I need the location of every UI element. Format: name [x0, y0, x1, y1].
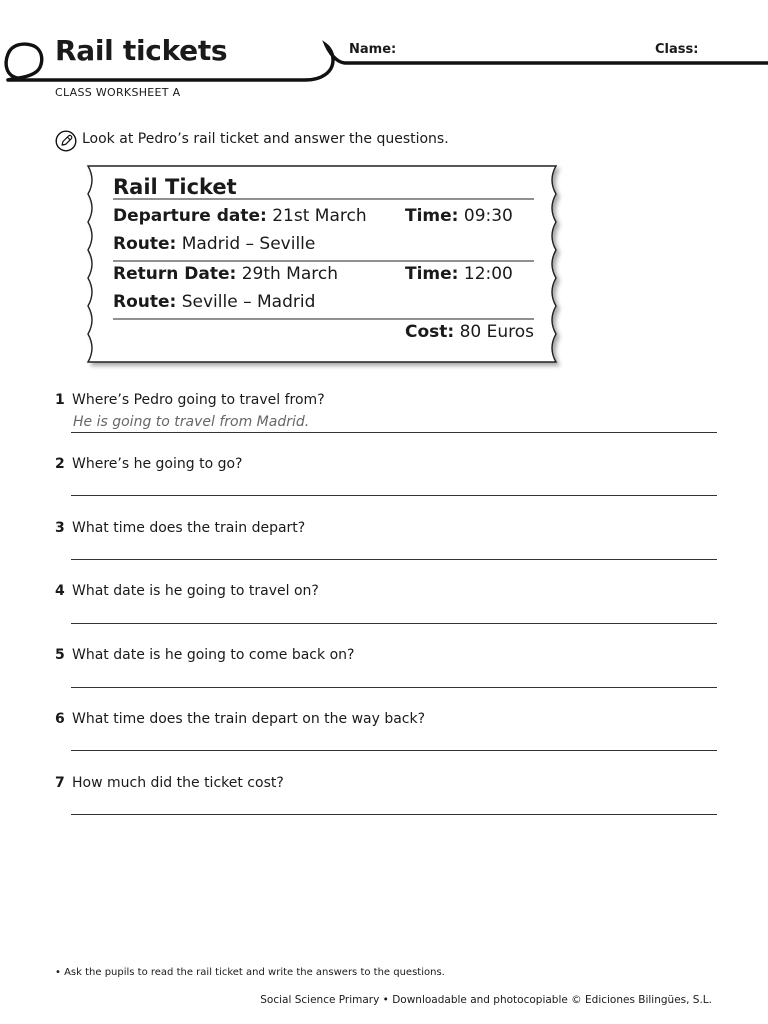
- question-number: 7: [55, 775, 65, 791]
- question-number: 5: [55, 647, 65, 663]
- answer-line[interactable]: [71, 814, 717, 815]
- copyright-footer: Social Science Primary • Downloadable and photocopiable © Ediciones Bilingües, S.L.: [260, 994, 712, 1006]
- example-answer: He is going to travel from Madrid.: [73, 414, 310, 430]
- name-label: Name:: [349, 42, 397, 57]
- return-time-row: [405, 264, 513, 284]
- departure-time-value: 09:30: [463, 206, 513, 226]
- cost-label: Cost:: [405, 322, 455, 342]
- return-date-value: 29th March: [241, 264, 339, 284]
- answer-line[interactable]: [71, 432, 717, 433]
- return-route-label: Route:: [113, 292, 177, 312]
- question-text: How much did the ticket cost?: [72, 775, 284, 791]
- page-title: Rail tickets: [55, 34, 228, 67]
- departure-date-row: [113, 206, 367, 226]
- answer-line[interactable]: [71, 623, 717, 624]
- question-number: 6: [55, 711, 65, 727]
- class-label: Class:: [655, 42, 699, 57]
- answer-line[interactable]: [71, 495, 717, 496]
- return-time-value: 12:00: [463, 264, 513, 284]
- departure-time-row: [405, 206, 513, 226]
- answer-line[interactable]: [71, 750, 717, 751]
- cost-row: [405, 322, 534, 342]
- question-text: What time does the train depart on the way back?: [72, 711, 426, 727]
- return-date-label: Return Date:: [113, 264, 237, 284]
- departure-date-label: Departure date:: [113, 206, 267, 226]
- question-text: What date is he going to come back on?: [72, 647, 355, 663]
- question-number: 1: [55, 392, 65, 408]
- return-time-label: Time:: [405, 264, 459, 284]
- question-number: 3: [55, 520, 65, 536]
- worksheet-subtitle: CLASS WORKSHEET A: [55, 86, 181, 99]
- question-text: What date is he going to travel on?: [72, 583, 319, 599]
- return-date-row: [113, 264, 338, 284]
- answer-line[interactable]: [71, 559, 717, 560]
- instruction-text: Look at Pedro’s rail ticket and answer the questions.: [82, 131, 449, 147]
- departure-date-value: 21st March: [272, 206, 367, 226]
- outbound-route-label: Route:: [113, 234, 177, 254]
- ticket-title: Rail Ticket: [113, 175, 237, 199]
- return-route-row: [113, 292, 315, 312]
- cost-value: 80 Euros: [459, 322, 535, 342]
- answer-line[interactable]: [71, 687, 717, 688]
- outbound-route-row: [113, 234, 315, 254]
- pencil-icon: [55, 130, 77, 152]
- question-text: Where’s Pedro going to travel from?: [72, 392, 325, 408]
- question-text: What time does the train depart?: [72, 520, 306, 536]
- teacher-note: • Ask the pupils to read the rail ticket and write the answers to the questions.: [55, 967, 445, 978]
- departure-time-label: Time:: [405, 206, 459, 226]
- question-text: Where’s he going to go?: [72, 456, 243, 472]
- return-route-value: Seville – Madrid: [181, 292, 316, 312]
- question-number: 4: [55, 583, 65, 599]
- outbound-route-value: Madrid – Seville: [181, 234, 316, 254]
- question-number: 2: [55, 456, 65, 472]
